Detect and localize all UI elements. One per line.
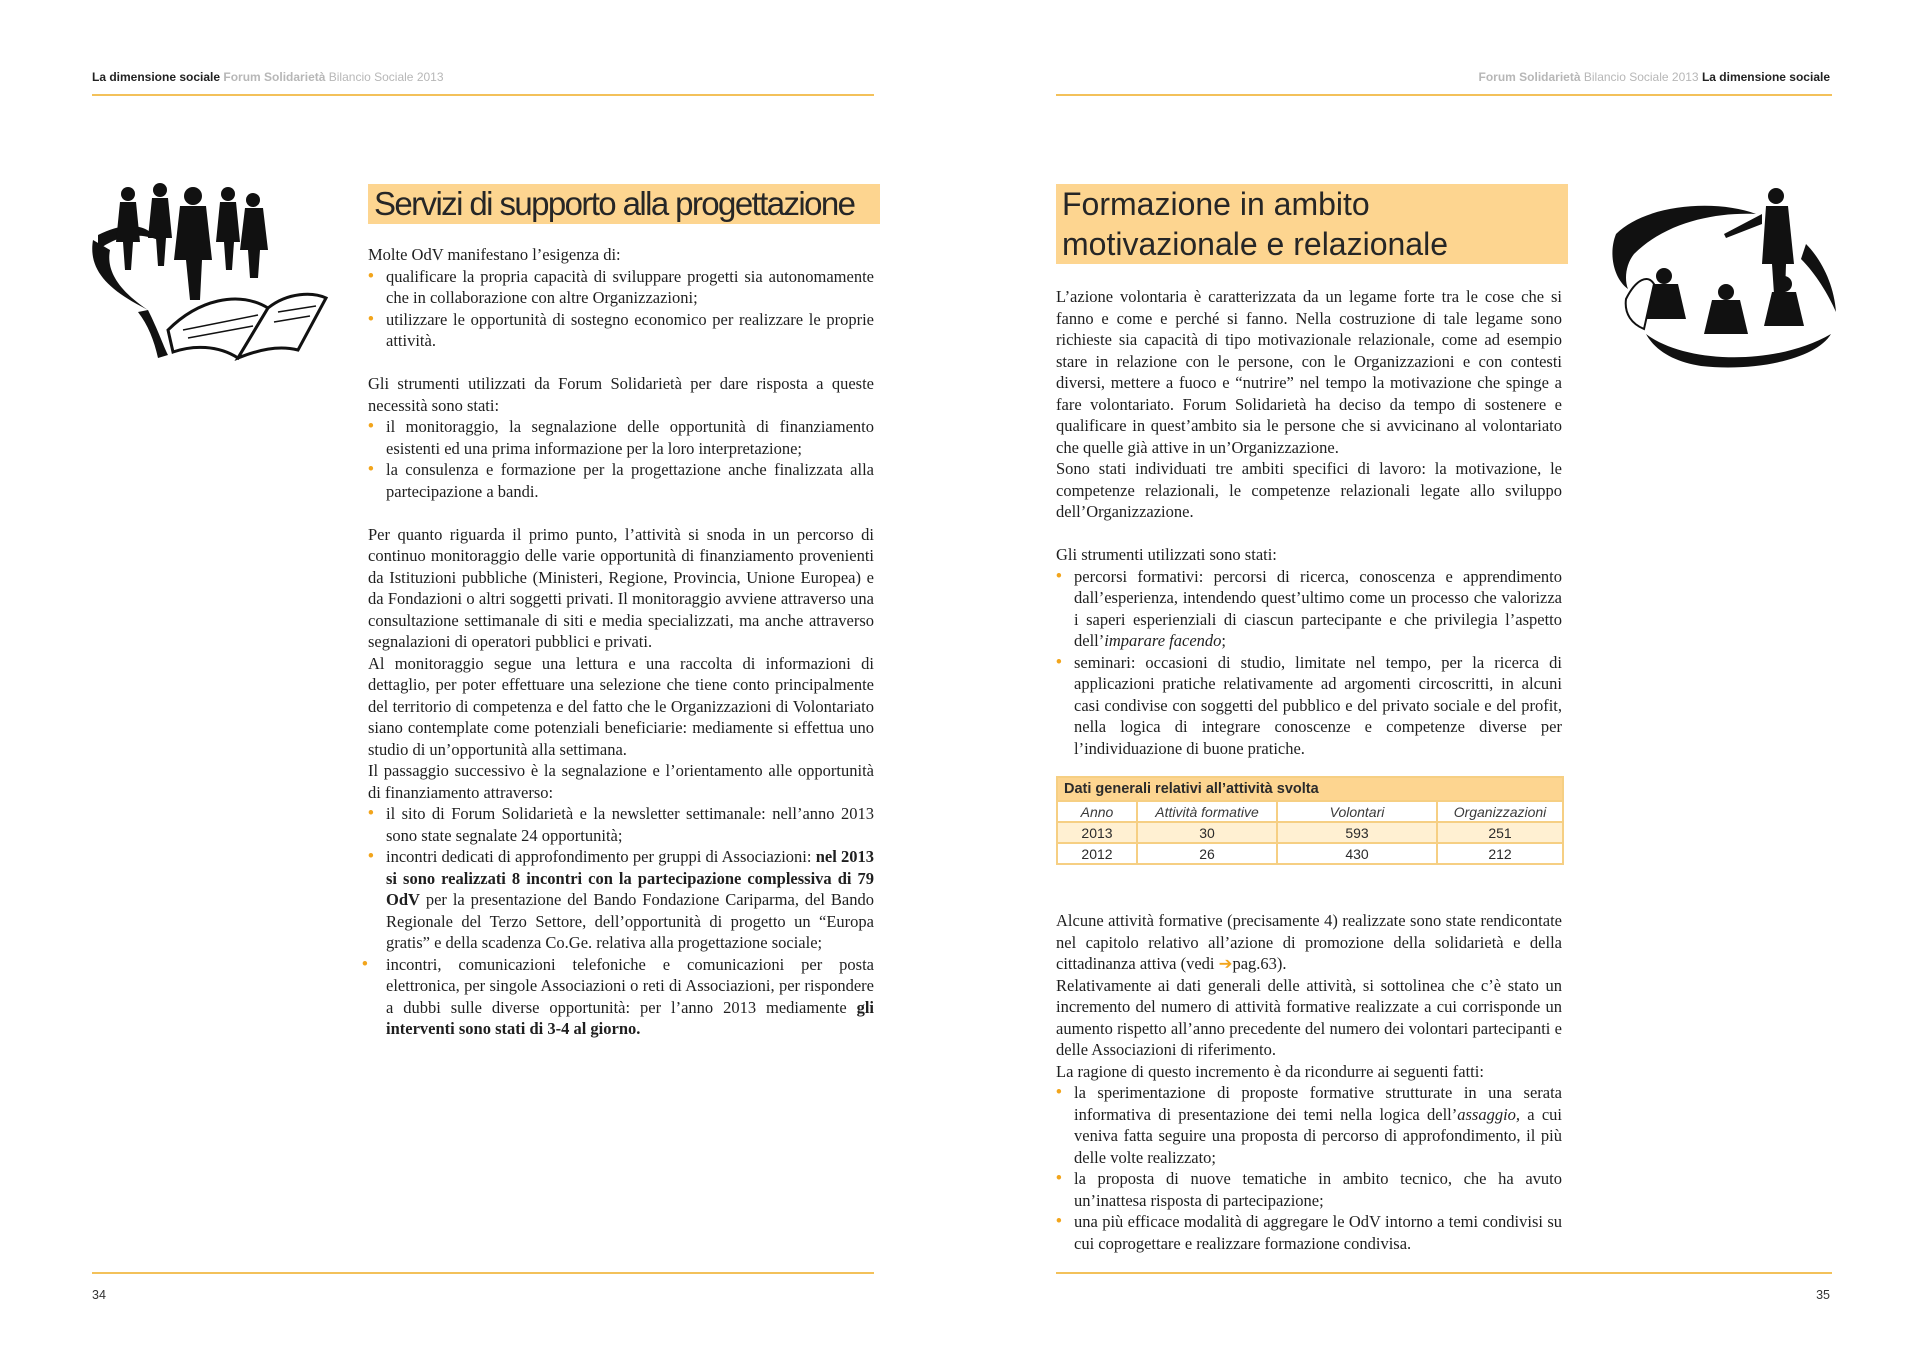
bullet-icon: •	[1056, 1169, 1062, 1187]
circle-people-illustration	[1606, 184, 1846, 374]
footer-rule	[92, 1272, 874, 1274]
paragraph: Per quanto riguarda il primo punto, l’attività si snoda in un percorso di continuo monitoraggio delle varie opportunità di finanziamento provenienti da Istituzioni pubbliche (Ministeri, Regione, Provincia, Unione Europea) e da Fondazioni o altri soggetti privati. Il monitoraggio avviene attraverso una consultazione settimanale di siti e media specializzati, ma anche attraverso segnalazioni di operatori pubblici e privati.	[368, 524, 874, 651]
column-header: Organizzazioni	[1437, 801, 1563, 822]
paragraph: Il passaggio successivo è la segnalazione e l’orientamento alle opportunità di finanziamento attraverso:	[368, 761, 874, 802]
header-rule	[1056, 94, 1832, 96]
tools-bullets	[1056, 566, 1562, 760]
right-body	[1056, 286, 1562, 759]
right-body-lower	[1056, 910, 1562, 1254]
bullet-icon: •	[368, 804, 374, 822]
paragraph: Sono stati individuati tre ambiti specifici di lavoro: la motivazione, le competenze relazionali, le competenze relazionali legate allo sviluppo dell’Organizzazione.	[1056, 459, 1562, 521]
intro-bullets	[368, 266, 874, 352]
list-item: • la sperimentazione di proposte formative strutturate in una serata informativa di presentazione dei temi nella logica dell’assaggio, a cui veniva fatta seguire una proposta di percorso di approfondimento, il più delle volte realizzato;	[1056, 1083, 1562, 1167]
running-head-right	[1478, 70, 1830, 84]
table-header-row	[1057, 801, 1563, 822]
list-item: • utilizzare le opportunità di sostegno economico per realizzare le proprie attività.	[368, 309, 874, 350]
title-line: Formazione in ambito	[1062, 186, 1370, 222]
column-header: Attività formative	[1137, 801, 1277, 822]
bullet-icon: •	[1056, 1083, 1062, 1101]
bullet-icon: •	[368, 417, 374, 435]
running-head-left	[92, 70, 444, 84]
list-item: • seminari: occasioni di studio, limitate nel tempo, per la ricerca di applicazioni pratiche relativamente ad argomenti circoscritti, in alcuni casi condivise con soggetti del pubblico e del privato sociale e del profit, nella logica di integrare conoscenze e competenze diverse per l’individuazione di buone pratiche.	[1056, 652, 1562, 758]
table-cell: 593	[1277, 822, 1437, 843]
bullet-icon: •	[368, 847, 374, 865]
channels-bullets	[362, 803, 874, 1040]
bullet-icon: •	[1056, 566, 1062, 585]
table-cell: 2012	[1057, 843, 1137, 864]
table-cell: 30	[1137, 822, 1277, 843]
page-title-right	[1056, 184, 1568, 264]
activity-data-table	[1056, 776, 1564, 865]
list-item: • incontri dedicati di approfondimento per gruppi di Associazioni: nel 2013 si sono realizzati 8 incontri con la partecipazione complessiva di 79 OdV per la presentazione del Bando Fondazione Cariparma, del Bando Regionale del Terzo Settore, dell’opportunità di progetto un “Europa gratis” e della scadenza Co.Ge. relativa alla progettazione sociale;	[368, 847, 874, 952]
bullet-icon: •	[368, 460, 374, 478]
paragraph: Al monitoraggio segue una lettura e una raccolta di informazioni di dettaglio, per poter effettuare una selezione che tiene conto principalmente del territorio di competenza e del fatto che le Organizzazioni di Volontariato siano contemplate come potenziali beneficiarie: mediamente si effettua uno studio di un’opportunità alla settimana.	[368, 653, 874, 759]
list-item: • il monitoraggio, la segnalazione delle opportunità di finanziamento esistenti ed una prima informazione per la loro interpretazione;	[368, 417, 874, 458]
header-report: Bilancio Sociale 2013	[328, 70, 444, 84]
left-body	[362, 244, 874, 1040]
header-section: La dimensione sociale	[1701, 70, 1830, 84]
bullet-icon: •	[1056, 652, 1062, 671]
intro-text: Molte OdV manifestano l’esigenza di:	[368, 245, 621, 264]
list-item: • percorsi formativi: percorsi di ricerca, conoscenza e apprendimento dall’esperienza, intendendo quest’ultimo come un processo che valorizza i saperi esperienziali di ciascun partecipante e che privilegia l’aspetto dell’imparare facendo;	[1056, 566, 1562, 650]
table-row	[1057, 843, 1563, 864]
footer-rule	[1056, 1272, 1832, 1274]
list-item: • la proposta di nuove tematiche in ambito tecnico, che ha avuto un’inattesa risposta di partecipazione;	[1056, 1169, 1562, 1210]
paragraph: Relativamente ai dati generali delle attività, si sottolinea che c’è stato un incremento del numero di attività formative realizzate a cui corrisponde un aumento rispetto all’anno precedente del numero dei volontari partecipanti e delle Associazioni di riferimento.	[1056, 975, 1562, 1059]
list-item: • qualificare la propria capacità di sviluppare progetti sia autonomamente che in collaborazione con altre Organizzazioni;	[368, 266, 874, 307]
reasons-bullets	[1056, 1082, 1562, 1254]
header-org: Forum Solidarietà	[1478, 70, 1581, 84]
table-caption: Dati generali relativi all’attività svolta	[1056, 776, 1564, 800]
bullet-icon: •	[1056, 1212, 1062, 1230]
title-line: motivazionale e relazionale	[1062, 226, 1448, 262]
list-item: • la consulenza e formazione per la progettazione anche finalizzata alla partecipazione a bandi.	[368, 460, 874, 501]
paragraph: L’azione volontaria è caratterizzata da un legame forte tra le cose che si fanno e come e perché si fanno. Nella costruzione di tale legame sono richieste sia capacità di tipo motivazionale relazionale, come ad esempio stare in relazione con le persone, con le Organizzazioni e con contesti diversi, mettere a fuoco e “nutrire” nel tempo la motivazione che spinge a fare volontariato. Forum Solidarietà ha deciso da tempo di sostenere e qualificare in quest’ambito sia le persone che si avvicinano al volontariato che quelle già attive in un’Organizzazione.	[1056, 287, 1562, 457]
list-item: • una più efficace modalità di aggregare le OdV intorno a temi condivisi su cui coprogettare e realizzare formazione condivisa.	[1056, 1212, 1562, 1253]
arrow-right-icon: ➔	[1218, 954, 1233, 973]
header-report: Bilancio Sociale 2013	[1583, 70, 1699, 84]
bullet-icon: •	[368, 266, 374, 285]
paragraph: Alcune attività formative (precisamente 4) realizzate sono state rendicontate nel capitolo relativo all’azione di promozione della solidarietà e della cittadinanza attiva (vedi ➔pag.63).	[1056, 911, 1562, 973]
page-number: 35	[1816, 1288, 1830, 1302]
table-cell: 212	[1437, 843, 1563, 864]
people-book-illustration	[88, 180, 328, 370]
table-cell: 2013	[1057, 822, 1137, 843]
page-number: 34	[92, 1288, 106, 1302]
column-header: Anno	[1057, 801, 1137, 822]
header-rule	[92, 94, 874, 96]
table-cell: 26	[1137, 843, 1277, 864]
tools-intro: Gli strumenti utilizzati da Forum Solidarietà per dare risposta a queste necessità sono stati:	[368, 374, 874, 415]
list-item: • incontri, comunicazioni telefoniche e comunicazioni per posta elettronica, per singole Associazioni o reti di Associazioni, per rispondere a dubbi sulle diverse opportunità: per l’anno 2013 mediamente gli interventi sono stati di 3-4 al giorno.	[362, 954, 874, 1038]
column-header: Volontari	[1277, 801, 1437, 822]
page-title-left: Servizi di supporto alla progettazione	[368, 184, 880, 224]
tools-bullets	[368, 416, 874, 502]
list-item: • il sito di Forum Solidarietà e la newsletter settimanale: nell’anno 2013 sono state segnalate 24 opportunità;	[368, 804, 874, 845]
tools-intro: Gli strumenti utilizzati sono stati:	[1056, 545, 1277, 564]
table-row	[1057, 822, 1563, 843]
header-section: La dimensione sociale	[92, 70, 221, 84]
table-cell: 430	[1277, 843, 1437, 864]
header-org: Forum Solidarietà	[223, 70, 326, 84]
bullet-icon: •	[362, 954, 368, 973]
right-page	[960, 0, 1920, 1358]
paragraph: La ragione di questo incremento è da ricondurre ai seguenti fatti:	[1056, 1061, 1484, 1081]
bullet-icon: •	[368, 309, 374, 328]
table-cell: 251	[1437, 822, 1563, 843]
